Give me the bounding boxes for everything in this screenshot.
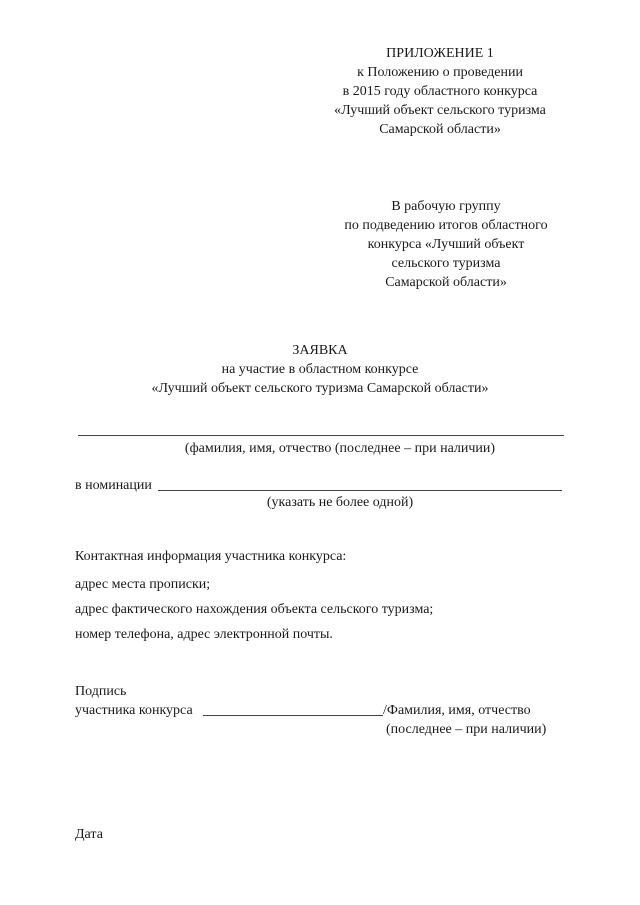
addressee-line-1: В рабочую группу [391,199,501,214]
appendix-line-2: в 2015 году областного конкурса [342,84,538,99]
signature-input-line [203,715,383,716]
nomination-caption: (указать не более одной) [266,495,414,510]
appendix-line-1: к Положению о проведении [357,65,523,80]
date-label: Дата [75,827,103,842]
appendix-line-4: Самарской области» [379,122,501,137]
addressee-line-2: по подведению итогов областного [344,218,548,233]
title-subline-1: на участие в областном конкурсе [221,362,419,377]
contacts-item-1: адрес места прописки; [75,577,211,592]
title-subline-2: «Лучший объект сельского туризма Самарской области» [151,381,489,396]
document-title: ЗАЯВКА [292,343,348,358]
appendix-heading: ПРИЛОЖЕНИЕ 1 [386,46,494,61]
addressee-line-3: конкурса «Лучший объект [367,237,525,252]
contacts-item-3: номер телефона, адрес электронной почты. [75,627,333,642]
nomination-input-line [158,490,562,491]
contacts-heading: Контактная информация участника конкурса: [75,549,347,564]
fio-input-line [78,435,564,436]
contacts-item-2: адрес фактического нахождения объекта сельского туризма; [75,602,434,617]
appendix-line-3: «Лучший объект сельского туризма [334,103,546,118]
signature-fio-label: /Фамилия, имя, отчество [383,703,531,718]
signature-fio-caption: (последнее – при наличии) [386,722,547,737]
addressee-line-5: Самарской области» [385,275,507,290]
addressee-line-4: сельского туризма [391,256,501,271]
fio-caption: (фамилия, имя, отчество (последнее – при наличии) [184,441,496,456]
signature-label-1: Подпись [75,684,127,699]
nomination-label: в номинации [75,478,152,493]
signature-label-2: участника конкурса [75,703,193,718]
